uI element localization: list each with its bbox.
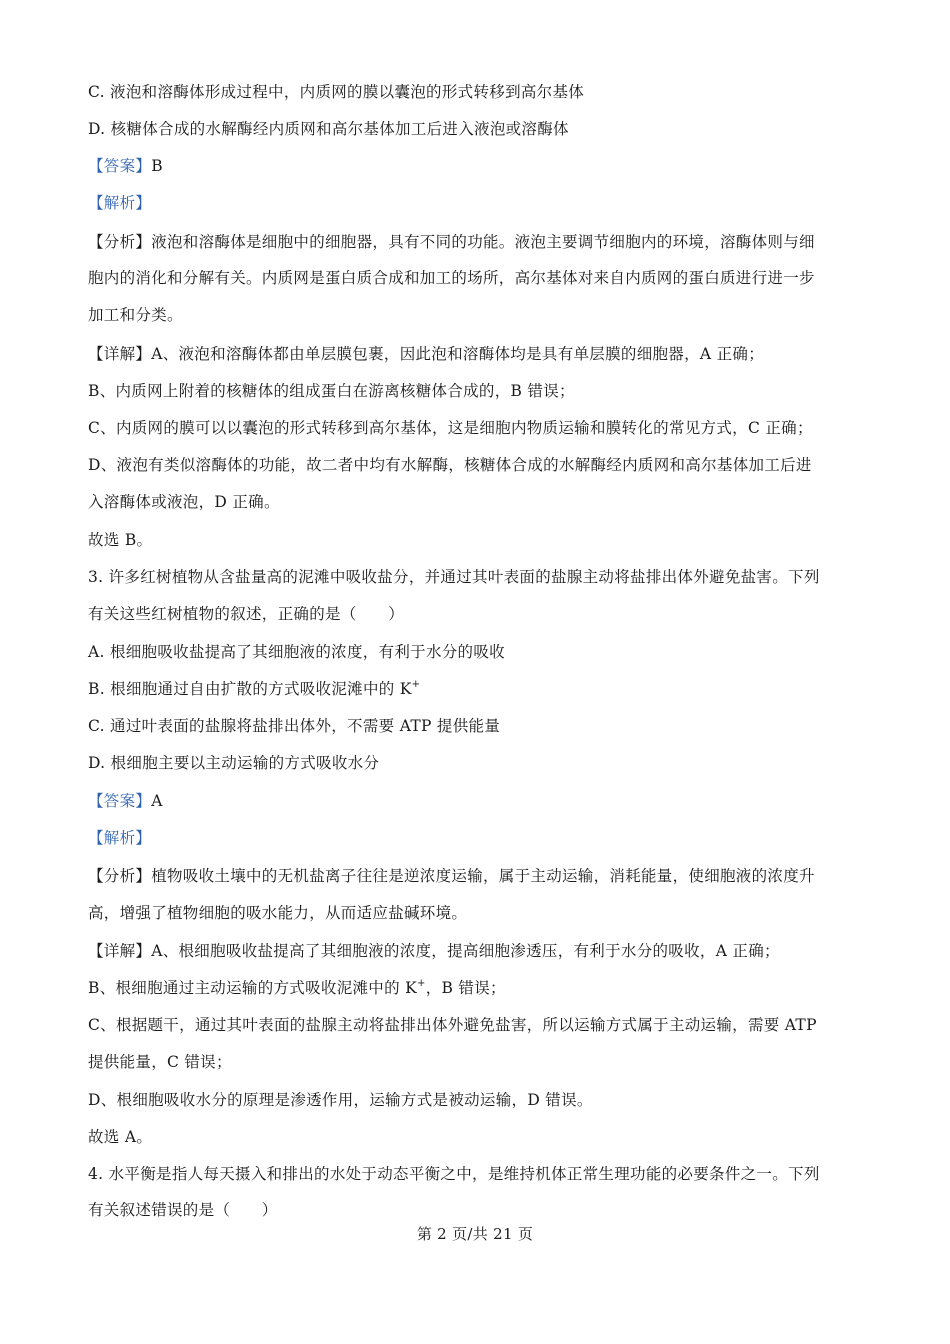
q3-stem-line2: 有关这些红树植物的叙述，正确的是（ ） [88,605,405,623]
superscript-plus: + [417,977,426,989]
q2-detail-c: C、内质网的膜可以以囊泡的形式转移到高尔基体，这是细胞内物质运输和膜转化的常见方式，C 正确； [88,419,813,437]
q2-detail-d-line2: 入溶酶体或液泡，D 正确。 [88,493,280,511]
answer-tag: 【答案】 [88,157,152,175]
q2-conclusion: 故选 B。 [88,531,153,549]
q3-answer [88,791,868,811]
fenxi-tag: 【分析】 [88,867,152,885]
q2-option-c: C. 液泡和溶酶体形成过程中，内质网的膜以囊泡的形式转移到高尔基体 [88,83,585,101]
q2-detail-b: B、内质网上附着的核糖体的组成蛋白在游离核糖体合成的，B 错误； [88,382,575,400]
q3-fenxi-line1 [88,866,868,886]
fenxi-text: 液泡和溶酶体是细胞中的细胞器，具有不同的功能。液泡主要调节细胞内的环境，溶酶体则与细 [151,233,815,251]
q2-analysis-tag: 【解析】 [88,194,152,212]
q2-fenxi-line3: 加工和分类。 [88,306,183,324]
page-number-footer: 第 2 页/共 21 页 [416,1225,534,1243]
answer-value: B [151,157,163,175]
superscript-plus: + [411,678,421,690]
q2-answer [88,156,868,176]
q3-stem-line1: 3. 许多红树植物从含盐量高的泥滩中吸收盐分，并通过其叶表面的盐腺主动将盐排出体外避免盐害。下列 [88,568,820,586]
xiangjie-tag: 【详解】 [88,345,152,363]
detail-text: A、根细胞吸收盐提高了其细胞液的浓度，提高细胞渗透压，有利于水分的吸收，A 正确； [151,942,780,960]
xiangjie-tag: 【详解】 [88,942,152,960]
detail-b-text: B、根细胞通过主动运输的方式吸收泥滩中的 K [88,979,417,997]
answer-tag: 【答案】 [88,792,152,810]
q3-detail-b [88,978,868,998]
q3-conclusion: 故选 A。 [88,1128,153,1146]
q3-detail-d: D、根细胞吸收水分的原理是渗透作用，运输方式是被动运输，D 错误。 [88,1091,593,1109]
q4-stem-line1: 4. 水平衡是指人每天摄入和排出的水处于动态平衡之中，是维持机体正常生理功能的必要条件之一。下列 [88,1165,820,1183]
q3-detail-c-line1: C、根据题干，通过其叶表面的盐腺主动将盐排出体外避免盐害，所以运输方式属于主动运输，需要 ATP [88,1016,817,1034]
q3-fenxi-line2: 高，增强了植物细胞的吸水能力，从而适应盐碱环境。 [88,904,468,922]
answer-value: A [151,792,163,810]
detail-b-tail: ，B 错误； [425,979,506,997]
q2-option-d: D. 核糖体合成的水解酶经内质网和高尔基体加工后进入液泡或溶酶体 [88,120,569,138]
q2-detail-a [88,344,868,364]
q3-detail-c-line2: 提供能量，C 错误； [88,1053,232,1071]
detail-text: A、液泡和溶酶体都由单层膜包裹，因此泡和溶酶体均是具有单层膜的细胞器，A 正确； [151,345,765,363]
q3-option-b [88,679,868,699]
q3-option-d: D. 根细胞主要以主动运输的方式吸收水分 [88,754,380,772]
q3-option-c: C. 通过叶表面的盐腺将盐排出体外，不需要 ATP 提供能量 [88,717,501,735]
q4-stem-line2: 有关叙述错误的是（ ） [88,1201,278,1219]
q2-detail-d-line1: D、液泡有类似溶酶体的功能，故二者中均有水解酶，核糖体合成的水解酶经内质网和高尔基体加工后进 [88,456,812,474]
q2-fenxi-line2: 胞内的消化和分解有关。内质网是蛋白质合成和加工的场所，高尔基体对来自内质网的蛋白质进行进一步 [88,269,815,287]
q3-analysis-tag: 【解析】 [88,829,152,847]
option-b-text: B. 根细胞通过自由扩散的方式吸收泥滩中的 K [88,680,412,698]
fenxi-text: 植物吸收土壤中的无机盐离子往往是逆浓度运输，属于主动运输，消耗能量，使细胞液的浓度升 [151,867,815,885]
q3-detail-a [88,941,868,961]
q2-fenxi-line1 [88,232,868,252]
q3-option-a: A. 根细胞吸收盐提高了其细胞液的浓度，有利于水分的吸收 [88,643,505,661]
fenxi-tag: 【分析】 [88,233,152,251]
